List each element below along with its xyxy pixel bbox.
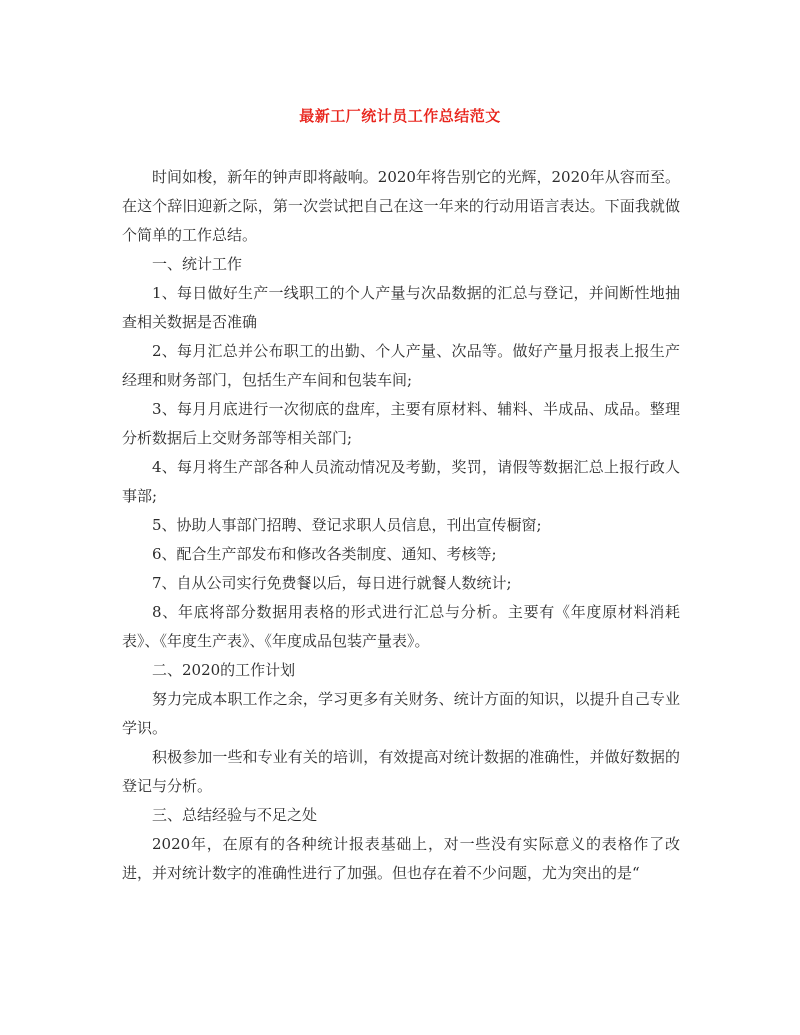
- intro-paragraph: 时间如梭，新年的钟声即将敲响。2020年将告别它的光辉，2020年从容而至。在这个辞旧迎新之际，第一次尝试把自己在这一年来的行动用语言表达。下面我就做个简单的工作总结。: [122, 168, 680, 244]
- section-heading-plan: 二、2020的工作计划: [152, 661, 296, 679]
- list-item-5: 5、协助人事部门招聘、登记求职人员信息，刊出宣传橱窗;: [152, 516, 542, 534]
- plan-paragraph-1: 努力完成本职工作之余，学习更多有关财务、统计方面的知识，以提升自己专业学识。: [122, 690, 680, 737]
- summary-paragraph: 2020年，在原有的各种统计报表基础上，对一些没有实际意义的表格作了改进，并对统计数字的准确性进行了加强。但也存在着不少问题，尤为突出的是“: [122, 835, 680, 882]
- document-body: [122, 163, 680, 888]
- list-item-2: 2、每月汇总并公布职工的出勤、个人产量、次品等。做好产量月报表上报生产经理和财务部门，包括生产车间和包装车间;: [122, 342, 680, 389]
- list-item-1: 1、每日做好生产一线职工的个人产量与次品数据的汇总与登记，并间断性地抽查相关数据是否准确: [122, 284, 680, 331]
- plan-paragraph-2: 积极参加一些和专业有关的培训，有效提高对统计数据的准确性，并做好数据的登记与分析。: [122, 748, 680, 795]
- list-item-6: 6、配合生产部发布和修改各类制度、通知、考核等;: [152, 545, 497, 563]
- section-heading-statistics: 一、统计工作: [152, 255, 243, 273]
- document-title: 最新工厂统计员工作总结范文: [299, 107, 501, 125]
- list-item-8: 8、年底将部分数据用表格的形式进行汇总与分析。主要有《年度原材料消耗表》、《年度生产表》、《年度成品包装产量表》。: [122, 603, 680, 650]
- list-item-7: 7、自从公司实行免费餐以后，每日进行就餐人数统计;: [152, 574, 512, 592]
- list-item-3: 3、每月月底进行一次彻底的盘库，主要有原材料、辅料、半成品、成品。整理分析数据后上交财务部等相关部门;: [122, 400, 680, 447]
- section-heading-summary: 三、总结经验与不足之处: [152, 806, 318, 824]
- list-item-4: 4、每月将生产部各种人员流动情况及考勤，奖罚，请假等数据汇总上报行政人事部;: [122, 458, 680, 505]
